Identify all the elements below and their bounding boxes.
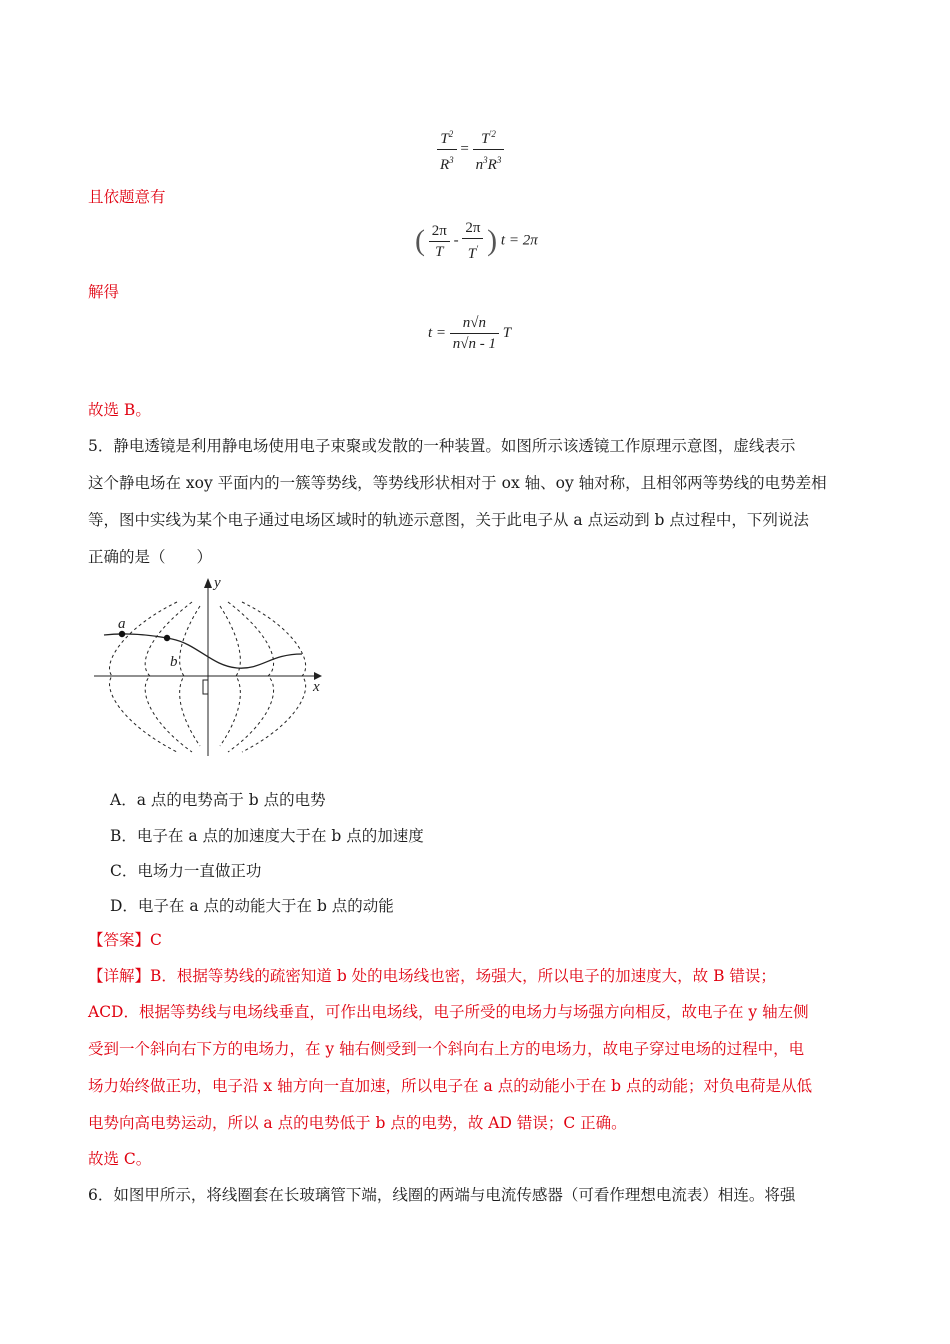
eq2-minus: - [453, 232, 459, 249]
equals-sign: = [460, 141, 469, 157]
option-b[interactable]: B．电子在 a 点的加速度大于在 b 点的加速度 [110, 827, 424, 845]
eq2-d2-sup: ' [476, 244, 478, 254]
eq3-den: n√n - 1 [452, 336, 497, 352]
option-c[interactable]: C．电场力一直做正功 [110, 862, 262, 880]
text-yiti: 且依题意有 [88, 188, 166, 206]
q5-line-3: 等，图中实线为某个电子通过电场区域时的轨迹示意图，关于此电子从 a 点运动到 b 点过程中，下列说法 [88, 511, 809, 529]
eq2-frac-1 [429, 221, 450, 262]
equipotential-line-left-middle [145, 602, 192, 752]
point-b [164, 635, 170, 641]
answer-label: 【答案】C [88, 931, 162, 949]
equation-period [415, 218, 538, 264]
eq3-lhs: t = [428, 325, 447, 341]
eq2-d2: T [467, 246, 477, 262]
text-jiede: 解得 [88, 283, 120, 301]
eq1-rhs-den-b: R [487, 157, 497, 173]
eq2-frac-2 [462, 218, 483, 264]
fraction-left [437, 124, 457, 175]
equation-kepler [437, 124, 504, 175]
analysis-line-1: 【详解】B．根据等势线的疏密知道 b 处的电场线也密，场强大，所以电子的加速度大，故 B 错误； [88, 967, 776, 985]
label-b: b [170, 654, 178, 670]
right-paren: ) [487, 224, 498, 257]
y-axis-arrow [204, 578, 212, 588]
equipotential-line-right-middle [228, 602, 274, 752]
eq2-d1: T [435, 243, 444, 260]
text-guxuan-c: 故选 C。 [88, 1150, 152, 1168]
left-paren: ( [415, 224, 425, 257]
option-d[interactable]: D．电子在 a 点的动能大于在 b 点的动能 [110, 897, 394, 915]
eq1-rhs-den-a: n [475, 157, 484, 173]
eq3-num: n√n [450, 313, 499, 334]
eq1-rhs-den-b-sup: 3 [496, 155, 502, 165]
analysis-line-5: 电势向高电势运动，所以 a 点的电势低于 b 点的电势，故 AD 错误；C 正确。 [88, 1114, 627, 1132]
label-a: a [118, 616, 126, 632]
eq1-lhs-den-sup: 3 [449, 155, 454, 165]
equipotential-figure [92, 574, 332, 759]
q5-line-4: 正确的是（ ） [88, 548, 213, 566]
text-guxuan-b: 故选 B。 [88, 401, 151, 419]
eq1-lhs-num: T [440, 131, 449, 147]
analysis-line-3: 受到一个斜向右下方的电场力，在 y 轴右侧受到一个斜向右上方的电场力，故电子穿过电场的过程中，电 [88, 1040, 805, 1058]
eq3-frac [450, 313, 499, 354]
eq1-lhs-den: R [440, 157, 450, 173]
label-x: x [313, 679, 320, 695]
equation-result [428, 313, 511, 354]
eq1-rhs-den-a-sup: 3 [483, 155, 488, 165]
origin-marker [203, 680, 208, 694]
eq2-rhs: t = 2π [500, 232, 538, 249]
q5-line-2: 这个静电场在 xoy 平面内的一簇等势线，等势线形状相对于 ox 轴、oy 轴对称，且相邻两等势线的电势差相 [88, 474, 827, 492]
electron-trajectory [104, 634, 302, 668]
q5-line-1: 5．静电透镜是利用静电场使用电子束聚或发散的一种装置。如图所示该透镜工作原理示意图，虚线表示 [88, 437, 796, 455]
fraction-right [473, 124, 505, 175]
eq2-n1: 2π [429, 221, 450, 242]
analysis-line-4: 场力始终做正功，电子沿 x 轴方向一直加速，所以电子在 a 点的动能小于在 b 点的动能；对负电荷是从低 [88, 1077, 812, 1095]
eq1-rhs-num: T [481, 131, 490, 147]
label-y: y [214, 575, 221, 591]
eq2-n2: 2π [462, 218, 483, 239]
analysis-line-2: ACD．根据等势线与电场线垂直，可作出电场线，电子所受的电场力与场强方向相反，故电子在 y 轴左侧 [88, 1003, 809, 1021]
q6-line-1: 6．如图甲所示，将线圈套在长玻璃管下端，线圈的两端与电流传感器（可看作理想电流表）相连。将强 [88, 1186, 796, 1204]
eq1-rhs-num-sup: '2 [489, 129, 496, 139]
equipotential-line-right-outer [242, 602, 306, 752]
eq3-tail: T [502, 325, 512, 341]
option-a[interactable]: A．a 点的电势高于 b 点的电势 [110, 791, 326, 809]
eq1-lhs-num-sup: 2 [448, 129, 454, 139]
